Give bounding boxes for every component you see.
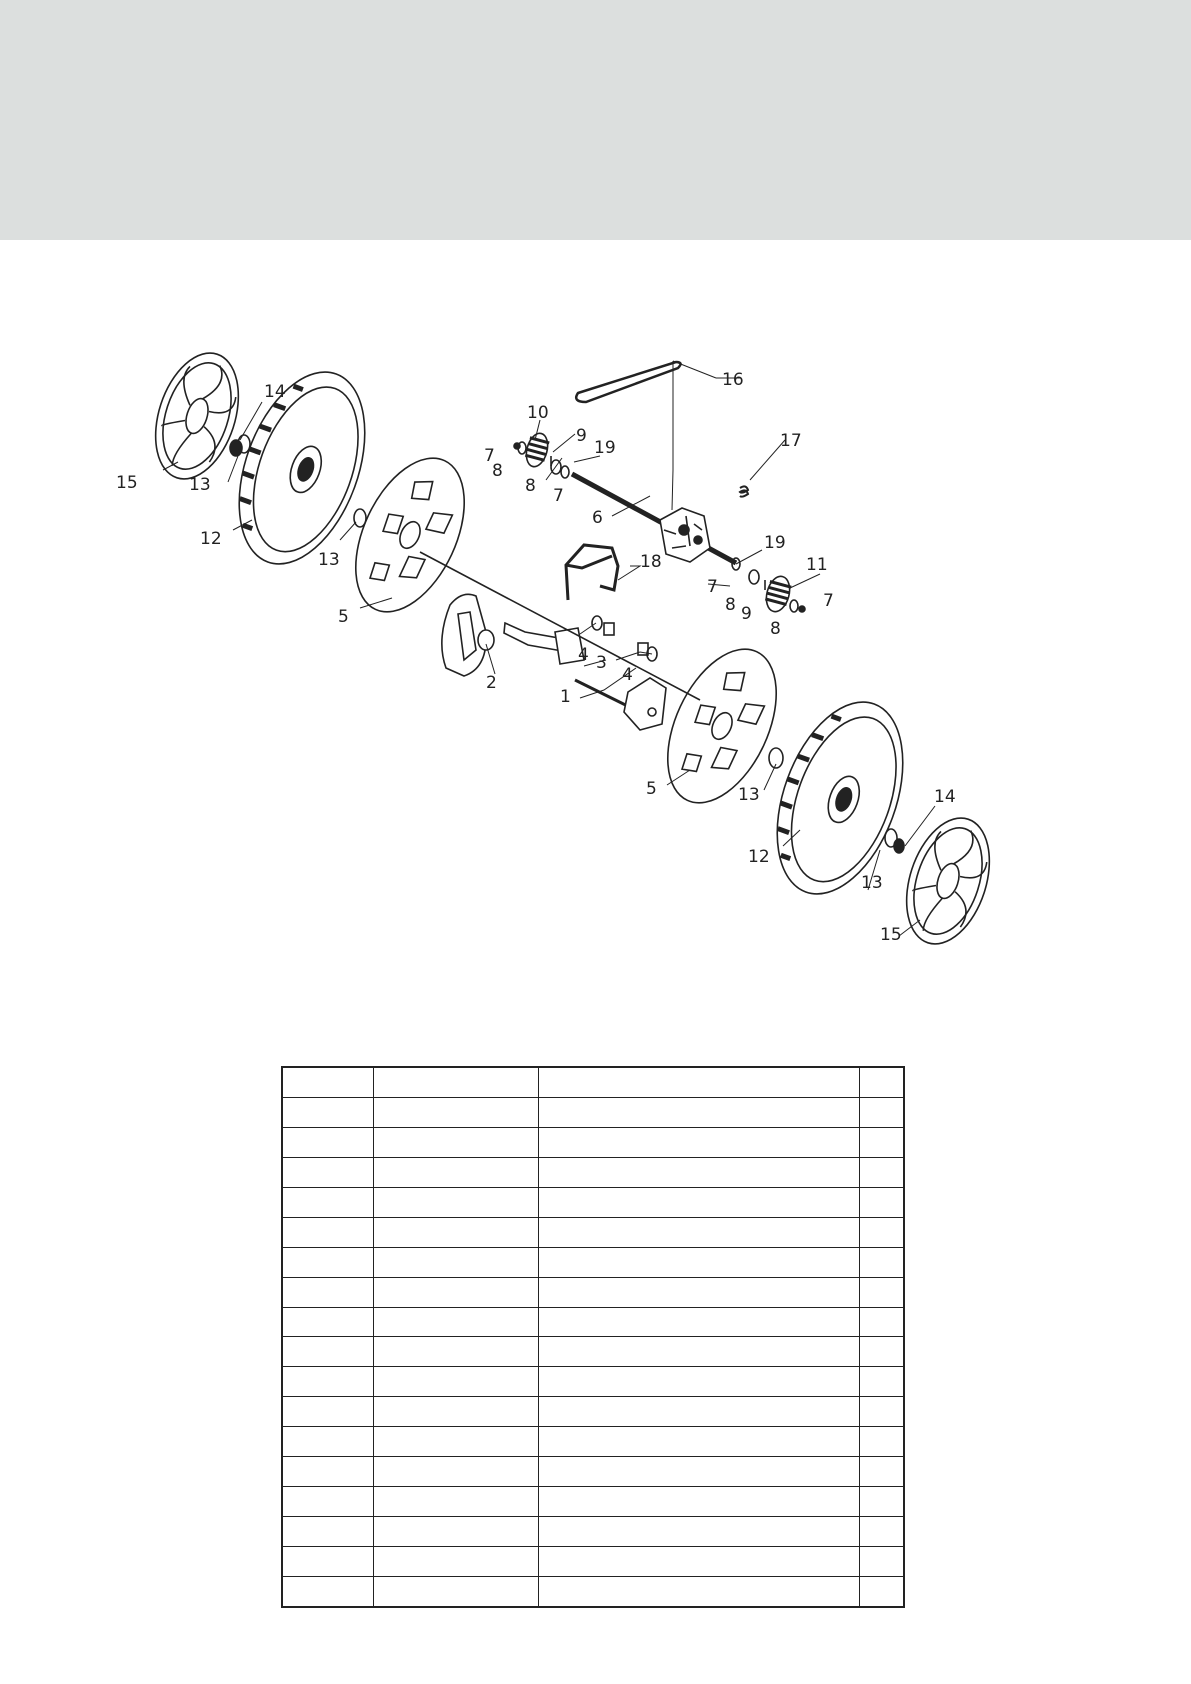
- table-cell: [373, 1427, 538, 1457]
- callout-15: 15: [880, 925, 902, 945]
- table-cell: [859, 1247, 904, 1277]
- table-row: [282, 1187, 904, 1217]
- callout-18: 18: [640, 552, 662, 572]
- callout-15: 15: [116, 473, 138, 493]
- table-cell: [373, 1067, 538, 1097]
- table-cell: [373, 1277, 538, 1307]
- table-cell: [282, 1397, 373, 1427]
- table-cell: [859, 1487, 904, 1517]
- table-row: [282, 1247, 904, 1277]
- table-cell: [538, 1157, 859, 1187]
- table-row: [282, 1547, 904, 1577]
- callout-1: 1: [560, 687, 571, 707]
- table-cell: [282, 1097, 373, 1127]
- callout-10: 10: [527, 403, 549, 423]
- table-cell: [859, 1217, 904, 1247]
- table-cell: [538, 1427, 859, 1457]
- table-cell: [538, 1247, 859, 1277]
- table-cell: [373, 1157, 538, 1187]
- table-cell: [538, 1337, 859, 1367]
- callout-19: 19: [594, 438, 616, 458]
- callout-9: 9: [741, 604, 752, 624]
- table-cell: [282, 1247, 373, 1277]
- screw-right: [799, 606, 805, 612]
- table-cell: [538, 1277, 859, 1307]
- table-cell: [859, 1187, 904, 1217]
- callout-7: 7: [823, 591, 834, 611]
- table-cell: [538, 1097, 859, 1127]
- table-row: [282, 1127, 904, 1157]
- table-cell: [373, 1127, 538, 1157]
- table-cell: [859, 1457, 904, 1487]
- callout-19: 19: [764, 533, 786, 553]
- callout-14: 14: [934, 787, 956, 807]
- callout-6: 6: [592, 508, 603, 528]
- tire-left: [215, 355, 389, 581]
- gearbox: [660, 508, 710, 562]
- callout-13: 13: [189, 475, 211, 495]
- table-cell: [859, 1427, 904, 1457]
- table-cell: [859, 1517, 904, 1547]
- table-cell: [282, 1457, 373, 1487]
- table-row: [282, 1367, 904, 1397]
- table-cell: [282, 1337, 373, 1367]
- table-cell: [538, 1067, 859, 1097]
- table-cell: [373, 1217, 538, 1247]
- table-cell: [538, 1397, 859, 1427]
- table-row: [282, 1067, 904, 1097]
- table-cell: [538, 1217, 859, 1247]
- table-row: [282, 1517, 904, 1547]
- table-cell: [282, 1517, 373, 1547]
- callout-7: 7: [553, 486, 564, 506]
- table-cell: [373, 1187, 538, 1217]
- table-cell: [282, 1307, 373, 1337]
- nut-a: [592, 616, 602, 630]
- callout-14: 14: [264, 382, 286, 402]
- callout-8: 8: [770, 619, 781, 639]
- table-cell: [282, 1187, 373, 1217]
- callout-17: 17: [780, 431, 802, 451]
- callout-11: 11: [806, 555, 828, 575]
- table-row: [282, 1337, 904, 1367]
- gear-left: [523, 431, 551, 469]
- table-cell: [859, 1277, 904, 1307]
- callout-7: 7: [484, 446, 495, 466]
- table-cell: [859, 1097, 904, 1127]
- gear-right: [763, 574, 794, 614]
- side-cover: [442, 594, 494, 676]
- table-cell: [859, 1067, 904, 1097]
- table-cell: [282, 1157, 373, 1187]
- callout-9: 9: [576, 426, 587, 446]
- callout-13: 13: [861, 873, 883, 893]
- table-cell: [282, 1217, 373, 1247]
- callout-13: 13: [318, 550, 340, 570]
- nut-left-outer: [230, 440, 242, 456]
- header-band-fill: [0, 0, 1191, 240]
- table-cell: [538, 1457, 859, 1487]
- table-cell: [373, 1576, 538, 1607]
- hubcap-left: [141, 342, 253, 489]
- spring: [740, 486, 748, 496]
- callout-13: 13: [738, 785, 760, 805]
- callout-5: 5: [646, 779, 657, 799]
- drive-disc-right: [646, 632, 799, 820]
- washer-right-inner: [749, 570, 759, 584]
- table-cell: [538, 1517, 859, 1547]
- table-cell: [538, 1127, 859, 1157]
- table-row: [282, 1576, 904, 1607]
- table-cell: [538, 1547, 859, 1577]
- table-cell: [859, 1127, 904, 1157]
- table-cell: [282, 1067, 373, 1097]
- table-row: [282, 1097, 904, 1127]
- callout-8: 8: [492, 461, 503, 481]
- table-cell: [373, 1097, 538, 1127]
- callout-12: 12: [748, 847, 770, 867]
- table-cell: [373, 1247, 538, 1277]
- table-row: [282, 1457, 904, 1487]
- tire-right: [753, 685, 927, 911]
- callout-4: 4: [578, 645, 589, 665]
- table-cell: [859, 1307, 904, 1337]
- table-cell: [859, 1397, 904, 1427]
- table-cell: [373, 1457, 538, 1487]
- bushing-a: [604, 623, 614, 635]
- table-cell: [282, 1127, 373, 1157]
- table-cell: [373, 1307, 538, 1337]
- table-cell: [373, 1337, 538, 1367]
- table-row: [282, 1157, 904, 1187]
- right-bracket-plate: [624, 678, 666, 730]
- callout-12: 12: [200, 529, 222, 549]
- table-cell: [373, 1517, 538, 1547]
- table-cell: [282, 1576, 373, 1607]
- parts-list-table: [281, 1066, 905, 1608]
- table-cell: [282, 1547, 373, 1577]
- table-cell: [373, 1367, 538, 1397]
- table-cell: [859, 1157, 904, 1187]
- callout-3: 3: [596, 653, 607, 673]
- callout-5: 5: [338, 607, 349, 627]
- callout-16: 16: [722, 370, 744, 390]
- table-cell: [282, 1367, 373, 1397]
- table-cell: [859, 1547, 904, 1577]
- table-cell: [538, 1307, 859, 1337]
- callout-7: 7: [707, 577, 718, 597]
- table-cell: [282, 1277, 373, 1307]
- callout-8: 8: [525, 476, 536, 496]
- table-cell: [538, 1367, 859, 1397]
- table-row: [282, 1217, 904, 1247]
- callout-4: 4: [622, 665, 633, 685]
- nut-right-outer: [894, 839, 904, 853]
- table-row: [282, 1487, 904, 1517]
- table-cell: [282, 1487, 373, 1517]
- table-cell: [373, 1487, 538, 1517]
- ring-left: [561, 466, 569, 478]
- wire-bracket: [566, 545, 618, 600]
- drive-belt: [576, 362, 680, 402]
- table-row: [282, 1397, 904, 1427]
- table-cell: [538, 1576, 859, 1607]
- table-cell: [373, 1397, 538, 1427]
- table-cell: [538, 1187, 859, 1217]
- washer-right-outer: [790, 600, 798, 612]
- table-cell: [859, 1337, 904, 1367]
- callout-8: 8: [725, 595, 736, 615]
- table-cell: [282, 1427, 373, 1457]
- table-cell: [538, 1487, 859, 1517]
- table-row: [282, 1307, 904, 1337]
- table-cell: [859, 1576, 904, 1607]
- hubcap-right: [892, 807, 1004, 954]
- table-cell: [859, 1367, 904, 1397]
- table-cell: [373, 1547, 538, 1577]
- table-row: [282, 1277, 904, 1307]
- callout-2: 2: [486, 673, 497, 693]
- table-row: [282, 1427, 904, 1457]
